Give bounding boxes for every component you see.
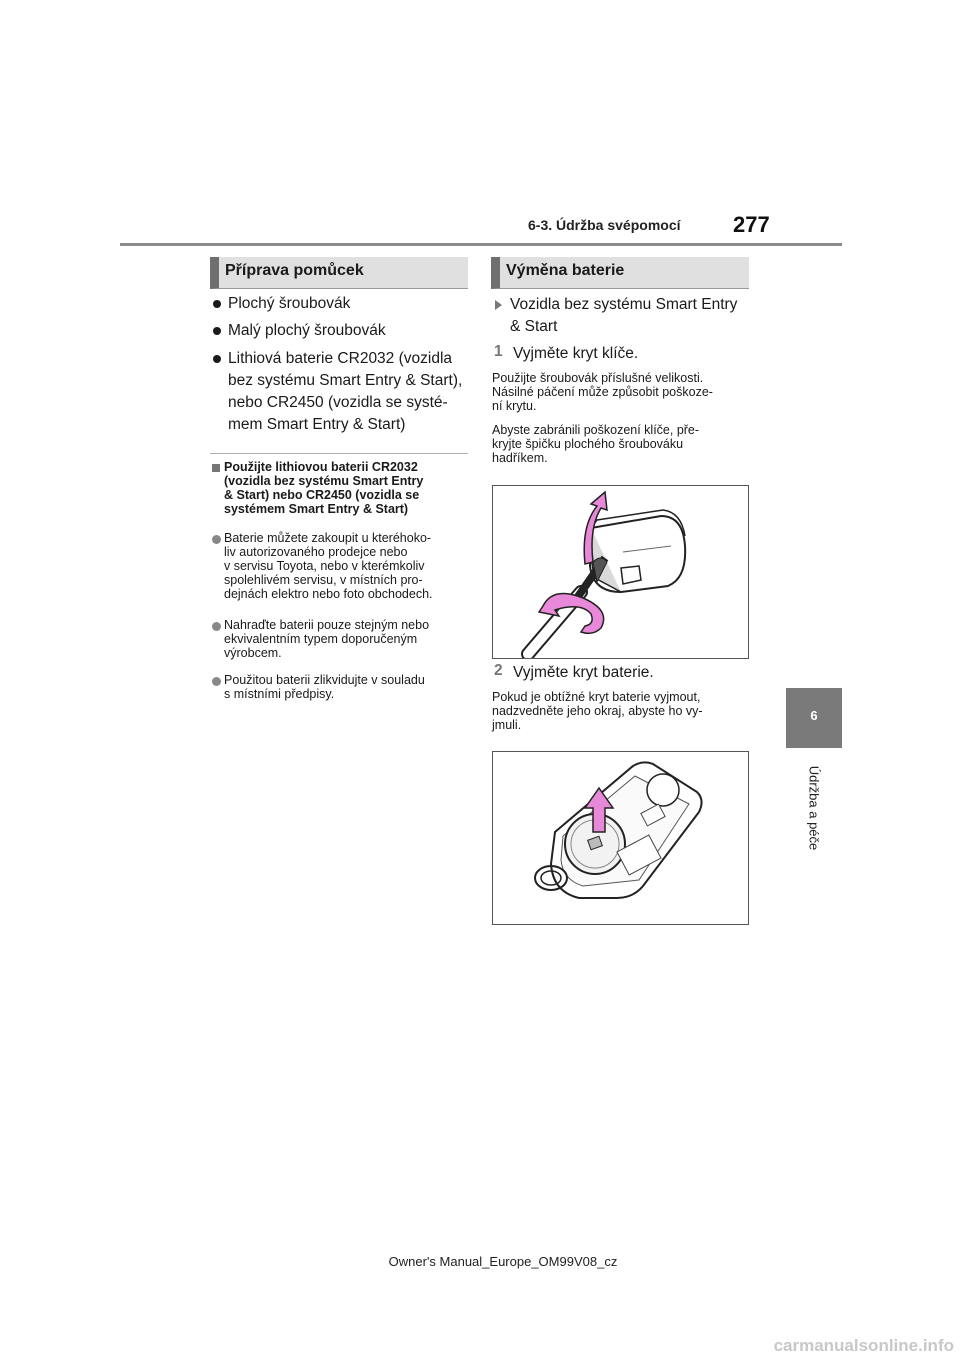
heading-tools [210, 257, 468, 289]
step-number: 1 [494, 343, 503, 360]
step-number: 2 [494, 662, 503, 679]
list-item-battery: Lithiová baterie CR2032 (vozidla [228, 350, 453, 367]
footer [0, 1254, 960, 1269]
condition-text-line: & Start [510, 318, 558, 335]
note-title-line: & Start) nebo CR2450 (vozidla se [224, 488, 420, 502]
watermark: carmanualsonline.info [773, 1336, 954, 1355]
key-ring-slot [621, 566, 641, 584]
condition-text: Vozidla bez systému Smart Entry [510, 296, 738, 313]
note-title-line: systémem Smart Entry & Start) [224, 502, 409, 516]
header-rule [120, 243, 842, 246]
note-text-line: dejnách elektro nebo foto obchodech. [224, 587, 433, 601]
divider [210, 453, 468, 454]
note-dot-icon [212, 622, 221, 631]
figure-battery-cover-removal [492, 751, 749, 925]
list-item-small-screwdriver: Malý plochý šroubovák [228, 322, 386, 339]
list-item-battery-line: mem Smart Entry & Start) [228, 416, 406, 433]
bullet-icon [213, 300, 221, 308]
chapter-tab [786, 688, 842, 748]
note-text-line: spolehlivém servisu, v místních pro- [224, 573, 423, 587]
bullet-icon [213, 327, 221, 335]
note-text-line: liv autorizovaného prodejce nebo [224, 545, 408, 559]
note-title-line: (vozidla bez systému Smart Entry [224, 474, 424, 488]
step-note-line: ní krytu. [492, 399, 537, 413]
battery-illustration [493, 752, 748, 924]
step-note-line: Násilné páčení může způsobit poškoze- [492, 385, 713, 399]
list-item-flat-screwdriver: Plochý šroubovák [228, 295, 351, 312]
chapter-title: Údržba a péče [806, 765, 822, 851]
note-square-icon [212, 464, 220, 472]
step-note-line: jmuli. [492, 718, 522, 732]
note-text-line: s místními předpisy. [224, 687, 335, 701]
emblem-circle [647, 774, 679, 806]
step-text: Vyjměte kryt klíče. [513, 345, 639, 362]
heading-battery-replacement [491, 257, 749, 289]
note-dot-icon [212, 535, 221, 544]
note-text: Použitou baterii zlikvidujte v souladu [224, 673, 425, 687]
list-item-battery-line: nebo CR2450 (vozidla se systé- [228, 394, 448, 411]
figure-key-cover-removal [492, 485, 749, 659]
step-note: Pokud je obtížné kryt baterie vyjmout, [492, 690, 701, 704]
note-title: Použijte lithiovou baterii CR2032 [224, 460, 418, 474]
note-text: Nahraďte baterii pouze stejným nebo [224, 618, 430, 632]
key-cover-illustration [493, 486, 748, 658]
step-note-line: hadříkem. [492, 451, 548, 465]
step-note: Abyste zabránili poškození klíče, pře- [492, 423, 700, 437]
note-text-line: v servisu Toyota, nebo v kterémkoliv [224, 559, 425, 573]
heading-tools-text: Příprava pomůcek [225, 262, 364, 279]
note-text-line: ekvivalentním typem doporučeným [224, 632, 418, 646]
bullet-icon [213, 355, 221, 363]
page-number: 277 [733, 212, 770, 237]
arrow-right-icon [495, 300, 502, 310]
list-item-battery-line: bez systému Smart Entry & Start), [228, 372, 463, 389]
note-text-line: výrobcem. [224, 646, 282, 660]
footer-text: Owner's Manual_Europe_OM99V08_cz [388, 1254, 618, 1269]
section-title: 6-3. Údržba svépomocí [528, 217, 681, 233]
note-text: Baterie můžete zakoupit u kteréhoko- [224, 531, 432, 545]
note-dot-icon [212, 677, 221, 686]
step-text: Vyjměte kryt baterie. [513, 664, 654, 681]
heading-battery-text: Výměna baterie [506, 262, 625, 279]
step-note-line: kryjte špičku plochého šroubováku [492, 437, 684, 451]
step-note: Použijte šroubovák příslušné velikosti. [492, 371, 704, 385]
step-note-line: nadzvedněte jeho okraj, abyste ho vy- [492, 704, 703, 718]
chapter-number: 6 [810, 708, 818, 723]
